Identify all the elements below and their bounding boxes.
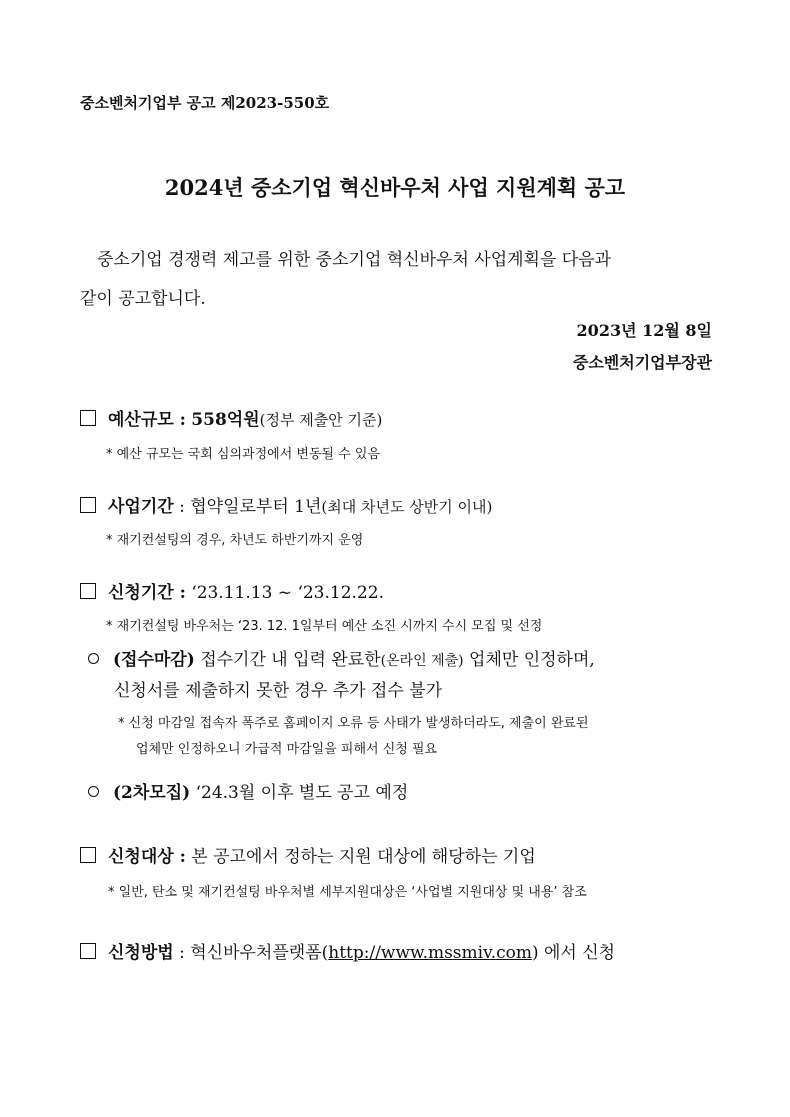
second-round-tag: (2차모집) [113, 783, 191, 803]
period-value: : 협약일로부터 1년 [179, 497, 322, 517]
target-value: 본 공고에서 정하는 지원 대상에 해당하는 기업 [191, 847, 536, 867]
budget-note: * 예산 규모는 국회 심의과정에서 변동될 수 있음 [106, 447, 381, 462]
method-value-suffix: ) 에서 신청 [531, 943, 616, 963]
budget-suffix: (정부 제출안 기준) [259, 411, 383, 429]
deadline-note-2: 업체만 인정하오니 가급적 마감일을 피해서 신청 필요 [136, 742, 438, 757]
deadline-text-line2: 신청서를 제출하지 못한 경우 추가 접수 불가 [114, 681, 443, 701]
apply-period-value: ‘23.11.13 ~ ‘23.12.22. [191, 583, 384, 603]
intro-line-1: 중소기업 경쟁력 제고를 위한 중소기업 혁신바우처 사업계획을 다음과 [97, 250, 612, 270]
target-label: 신청대상 : [108, 847, 186, 867]
section-apply-period [80, 578, 384, 603]
deadline-text-end: 업체만 인정하며, [469, 650, 595, 670]
platform-link[interactable]: http://www.mssmiv.com [328, 943, 532, 963]
notice-date: 2023년 12월 8일 [576, 321, 712, 340]
section-method [80, 938, 615, 963]
apply-period-label: 신청기간 : [108, 583, 186, 603]
section-target [80, 842, 536, 867]
second-round-item [88, 778, 408, 803]
page-title: 2024년 중소기업 혁신바우처 사업 지원계획 공고 [164, 175, 626, 200]
checkbox-square-icon [80, 583, 96, 599]
circle-bullet-icon [88, 653, 99, 664]
method-value-prefix: : 혁신바우처플랫폼( [179, 943, 329, 963]
intro-line-2: 같이 공고합니다. [80, 289, 206, 309]
deadline-text-small: (온라인 제출) [380, 653, 464, 669]
budget-value: 558억원 [191, 410, 260, 430]
budget-label: 예산규모 : [108, 410, 186, 430]
checkbox-square-icon [80, 410, 96, 426]
method-label: 신청방법 [108, 943, 174, 963]
deadline-note-1: * 신청 마감일 접속자 폭주로 홈페이지 오류 등 사태가 발생하더라도, 제출이 완료된 [118, 716, 589, 731]
apply-period-note: * 재기컨설팅 바우처는 ‘23. 12. 1일부터 예산 소진 시까지 수시 모집 및 선정 [106, 619, 543, 634]
deadline-item [88, 645, 595, 670]
target-note: * 일반, 탄소 및 재기컨설팅 바우처별 세부지원대상은 ‘사업별 지원대상 및 내용’ 참조 [108, 885, 587, 900]
section-period [80, 492, 492, 517]
section-budget [80, 405, 382, 430]
checkbox-square-icon [80, 943, 96, 959]
checkbox-square-icon [80, 497, 96, 513]
period-label: 사업기간 [108, 497, 174, 517]
period-suffix: (최대 차년도 상반기 이내) [321, 498, 493, 516]
checkbox-square-icon [80, 847, 96, 863]
notice-number: 중소벤처기업부 공고 제2023-550호 [80, 94, 330, 112]
issuer-name: 중소벤처기업부장관 [572, 353, 712, 372]
circle-bullet-icon [88, 786, 99, 797]
deadline-tag: (접수마감) [113, 650, 195, 670]
deadline-text: 접수기간 내 입력 완료한 [200, 650, 381, 670]
period-note: * 재기컨설팅의 경우, 차년도 하반기까지 운영 [106, 533, 364, 548]
second-round-text: ‘24.3월 이후 별도 공고 예정 [195, 783, 409, 803]
